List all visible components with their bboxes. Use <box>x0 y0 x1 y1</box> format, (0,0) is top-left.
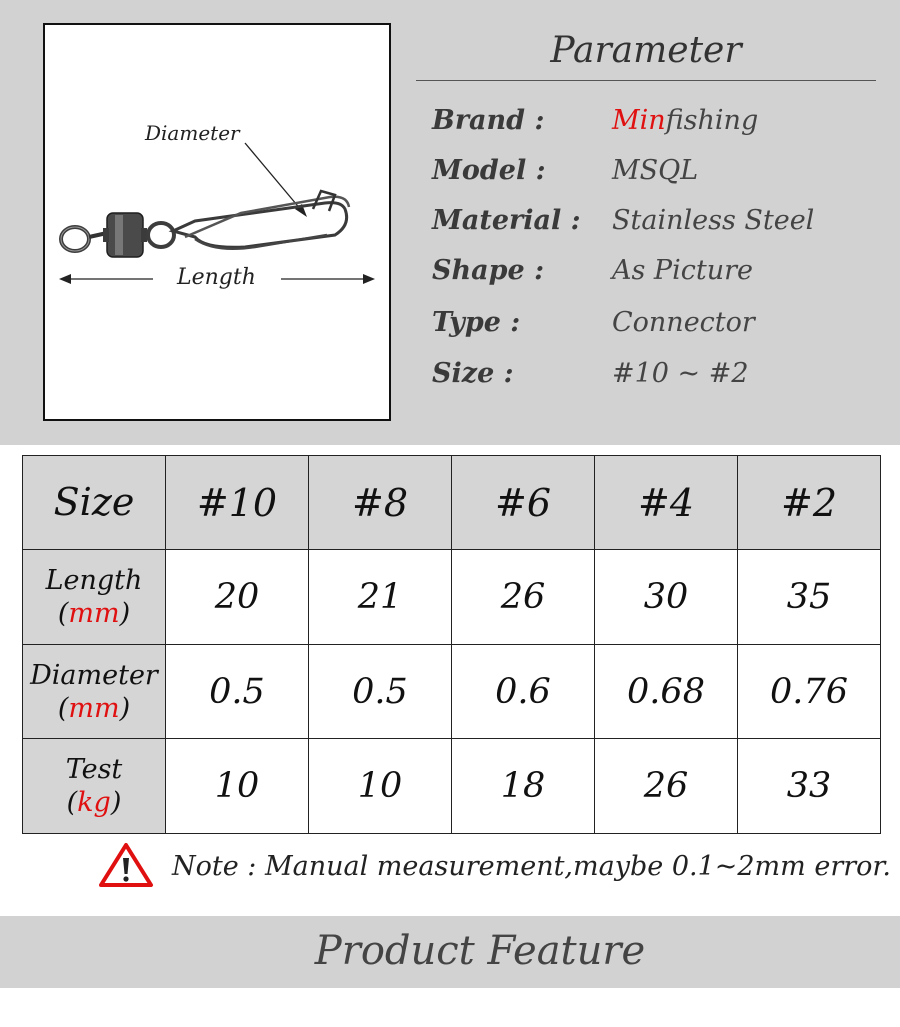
brand-suffix: fishing <box>665 105 759 136</box>
unit-text: mm <box>68 598 120 629</box>
title-divider <box>416 80 876 81</box>
spec-model <box>432 155 892 195</box>
table-cell: 21 <box>309 550 452 645</box>
spec-key: Material : <box>432 205 581 236</box>
table-row-test <box>23 739 881 834</box>
column-header: #6 <box>452 456 595 550</box>
row-unit: (mm) <box>57 598 131 629</box>
row-label: Diameter <box>30 659 158 691</box>
table-cell: 10 <box>166 739 309 834</box>
size-header: Size <box>23 456 166 550</box>
table-cell: 0.5 <box>309 645 452 739</box>
note-text: Note : Manual measurement,maybe 0.1~2mm error. <box>172 851 891 882</box>
table-cell: 0.76 <box>738 645 881 739</box>
table-cell: 0.68 <box>595 645 738 739</box>
spec-key: Shape : <box>432 255 545 286</box>
spec-key: Size : <box>432 358 514 389</box>
spec-value: MSQL <box>612 155 699 186</box>
table-row-diameter <box>23 645 881 739</box>
table-cell: 18 <box>452 739 595 834</box>
parameter-title: Parameter <box>550 30 742 71</box>
table-cell: 0.6 <box>452 645 595 739</box>
measurement-note <box>98 840 891 890</box>
row-header <box>23 550 166 645</box>
spec-value: Stainless Steel <box>612 205 815 236</box>
size-table <box>22 455 881 834</box>
length-label: Length <box>177 265 256 290</box>
diameter-label: Diameter <box>145 121 240 145</box>
spec-size <box>432 358 892 398</box>
spec-brand <box>432 105 892 145</box>
spec-value: As Picture <box>612 255 753 286</box>
row-header <box>23 645 166 739</box>
unit-text: kg <box>77 787 111 818</box>
spec-key: Brand : <box>432 105 545 136</box>
spec-key: Model : <box>432 155 546 186</box>
table-cell: 33 <box>738 739 881 834</box>
spec-type <box>432 307 892 347</box>
table-cell: 26 <box>452 550 595 645</box>
row-unit: (kg) <box>66 787 122 818</box>
row-label: Test <box>65 754 123 785</box>
row-label: Length <box>45 565 143 596</box>
table-cell: 30 <box>595 550 738 645</box>
spec-value: #10 ~ #2 <box>612 358 749 389</box>
table-cell: 35 <box>738 550 881 645</box>
parameter-section <box>0 0 900 445</box>
table-cell: 20 <box>166 550 309 645</box>
spec-key: Type : <box>432 307 521 338</box>
spec-shape <box>432 255 892 295</box>
product-feature-title: Product Feature <box>314 928 646 974</box>
table-header-row <box>23 456 881 550</box>
row-header <box>23 739 166 834</box>
product-image <box>43 23 391 421</box>
warning-icon <box>98 842 154 888</box>
table-cell: 26 <box>595 739 738 834</box>
product-feature-banner <box>0 916 900 988</box>
swivel-snap-illustration <box>45 25 389 419</box>
spec-value: Connector <box>612 307 755 338</box>
brand-value <box>612 105 758 136</box>
column-header: #10 <box>166 456 309 550</box>
column-header: #2 <box>738 456 881 550</box>
column-header: #4 <box>595 456 738 550</box>
brand-prefix: Min <box>612 105 666 136</box>
unit-text: mm <box>68 692 120 724</box>
table-cell: 0.5 <box>166 645 309 739</box>
row-unit: (mm) <box>57 692 131 724</box>
column-header: #8 <box>309 456 452 550</box>
table-row-length <box>23 550 881 645</box>
spec-material <box>432 205 892 245</box>
table-cell: 10 <box>309 739 452 834</box>
